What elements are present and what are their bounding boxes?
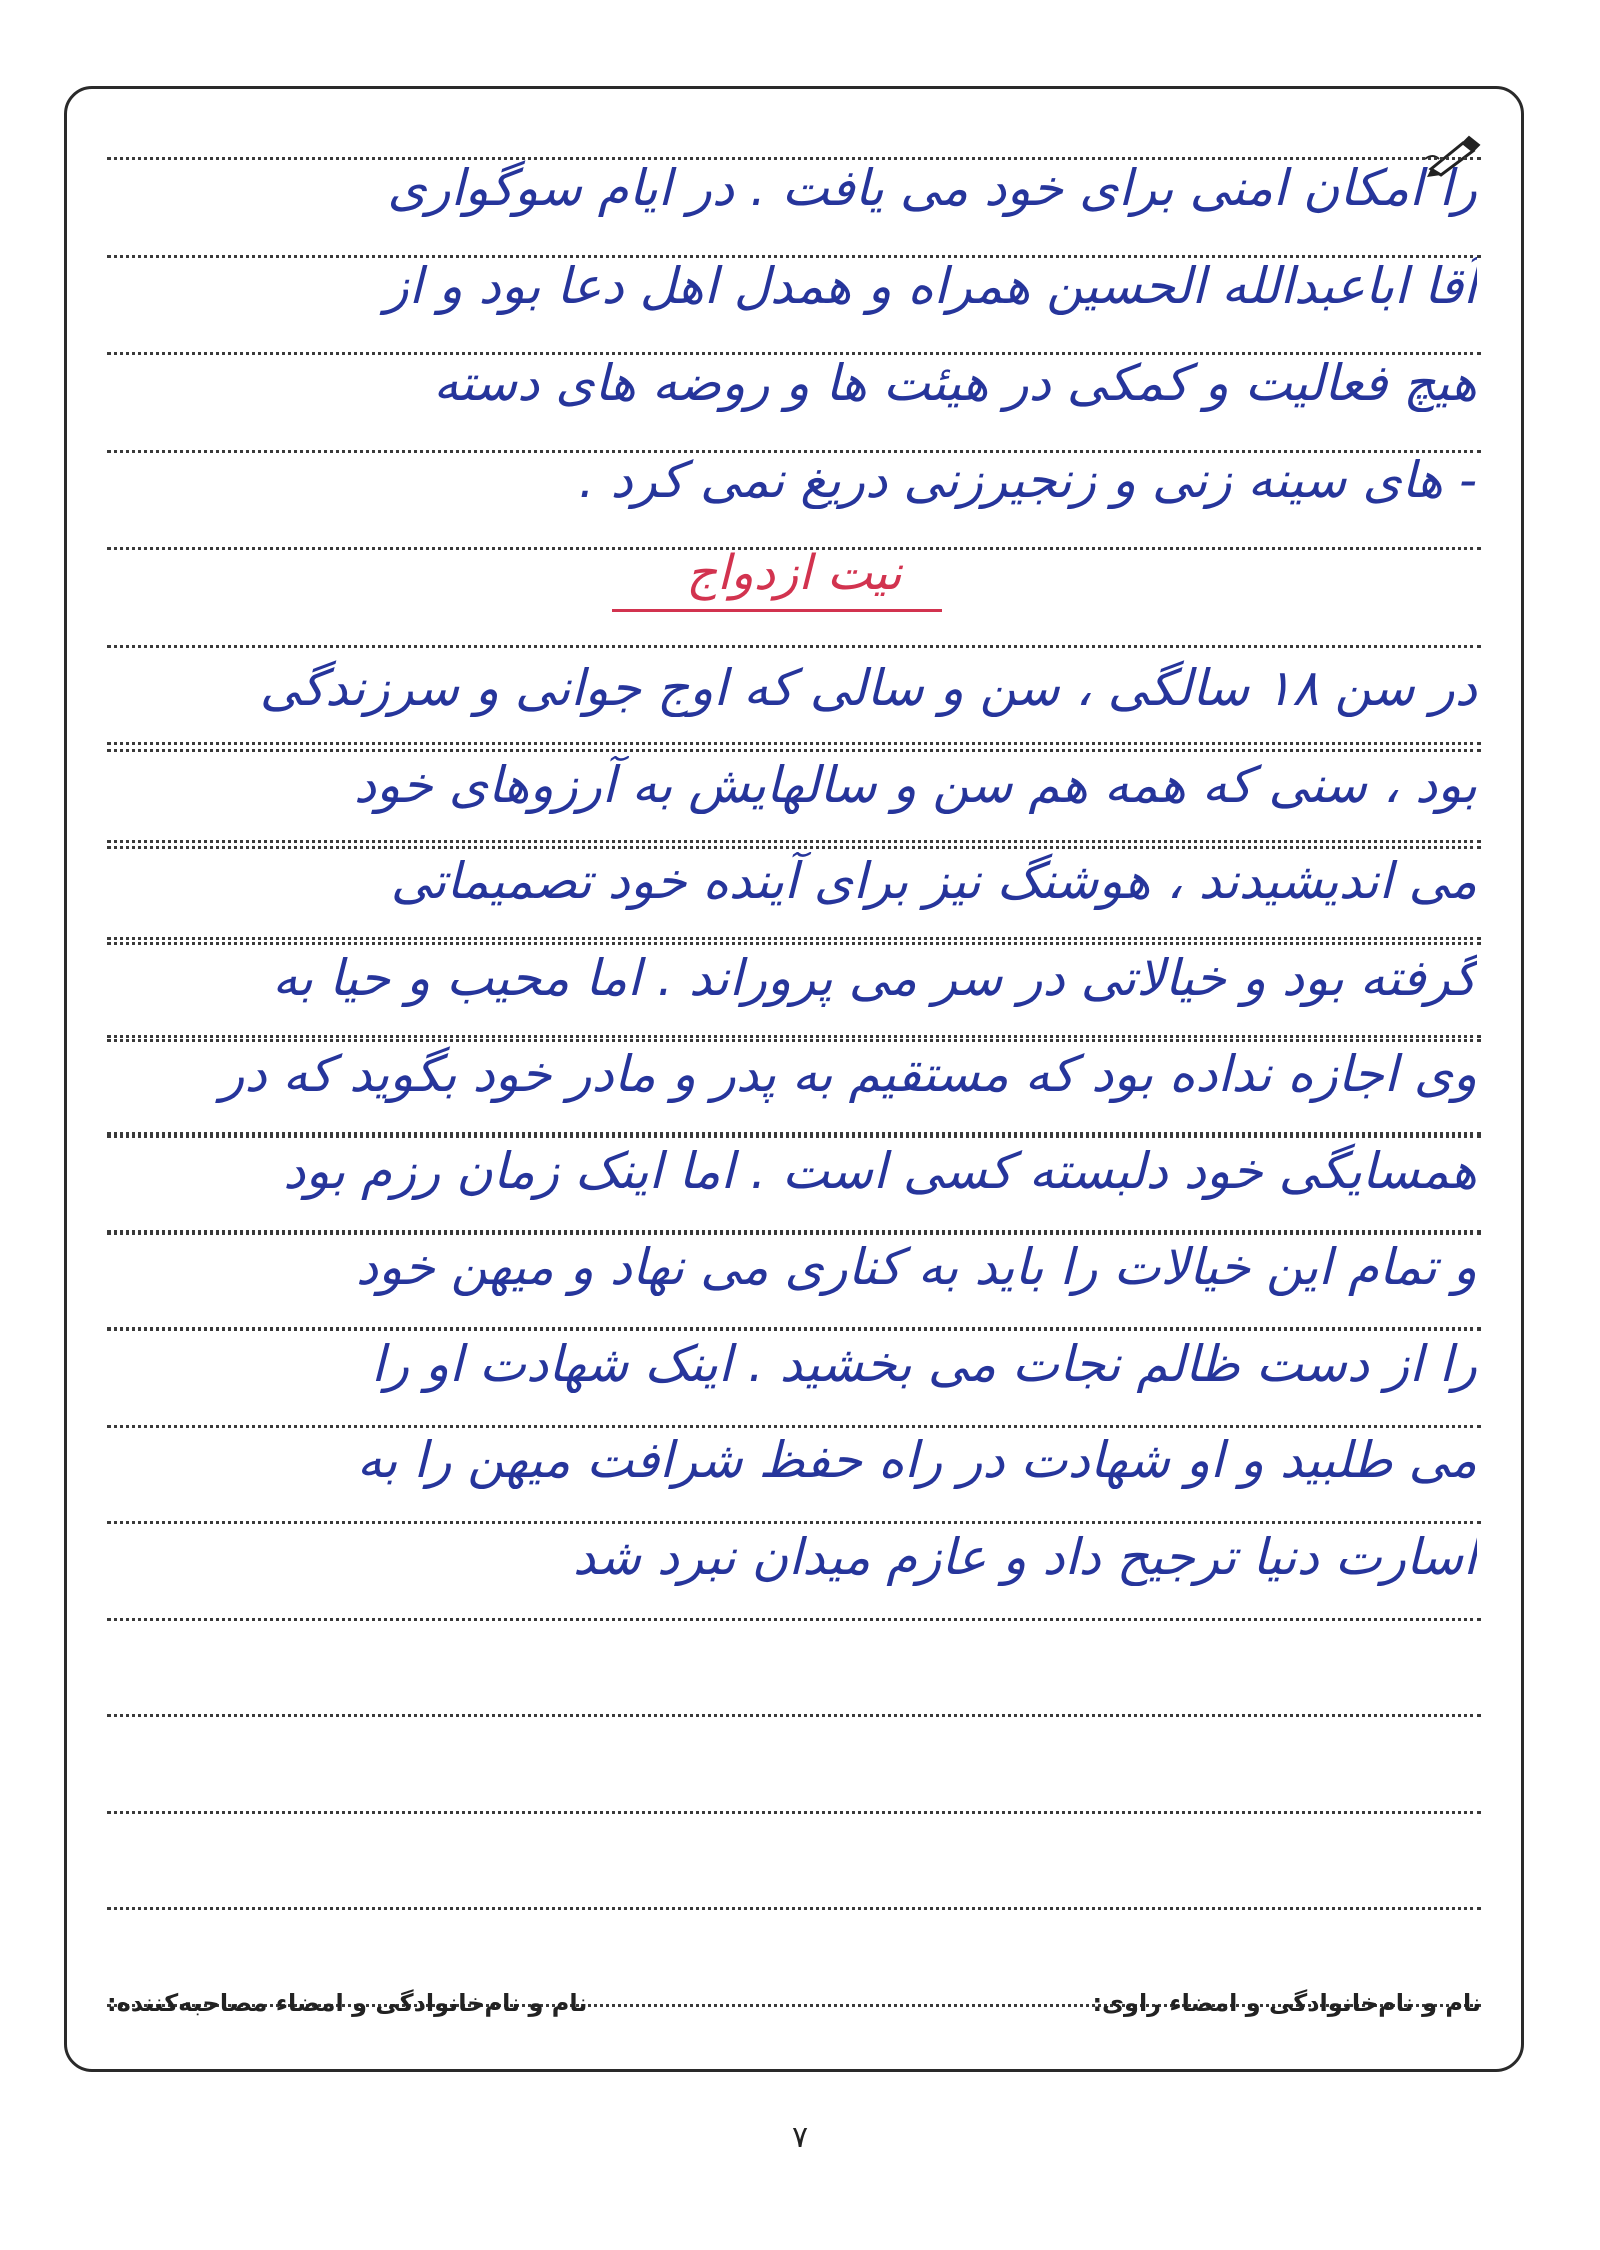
ruled-line — [107, 942, 1481, 945]
handwritten-line: می طلبید و او شهادت در راه حفظ شرافت میهن را به — [356, 1431, 1477, 1489]
ruled-line — [107, 1618, 1481, 1621]
handwritten-line: اسارت دنیا ترجیح داد و عازم میدان نبرد شد — [572, 1527, 1477, 1586]
ruled-line — [107, 1425, 1481, 1428]
ruled-line — [107, 1039, 1481, 1042]
handwritten-line: - های سینه زنی و زنجیرزنی دریغ نمی کرد . — [578, 451, 1477, 509]
ruled-line — [107, 742, 1481, 745]
handwritten-line: و تمام این خیالات را باید به کناری می نهاد و میهن خود — [355, 1238, 1477, 1296]
page-number: ۷ — [791, 2120, 809, 2155]
handwritten-line: هیچ فعالیت و کمکی در هیئت ها و روضه های دسته — [433, 354, 1477, 412]
handwritten-line: وی اجازه نداده بود که مستقیم به پدر و مادر خود بگوید که در — [220, 1045, 1477, 1103]
page-frame — [64, 86, 1524, 2072]
signature-footer — [107, 1989, 1481, 2017]
ruled-line — [107, 937, 1481, 940]
ruled-line — [107, 1521, 1481, 1524]
ruled-line — [107, 1811, 1481, 1814]
handwritten-line: همسایگی خود دلبسته کسی است . اما اینک زمان رزم بود — [283, 1141, 1477, 1200]
ruled-line — [107, 1907, 1481, 1910]
ruled-line — [107, 840, 1481, 843]
ruled-line — [107, 1135, 1481, 1138]
handwritten-line: بود ، سنی که همه هم سن و سالهایش به آرزوهای خود — [353, 755, 1477, 814]
handwritten-line: آقا اباعبدالله الحسین همراه و همدل اهل دعا بود و از — [384, 257, 1477, 315]
section-heading: نیت ازدواج — [686, 545, 902, 601]
ruled-line — [107, 1232, 1481, 1235]
ruled-line — [107, 1035, 1481, 1038]
heading-underline — [612, 609, 942, 612]
handwritten-line: را از دست ظالم نجات می بخشید . اینک شهادت او را — [371, 1334, 1477, 1393]
handwritten-line: گرفته بود و خیالاتی در سر می پروراند . اما محیب و حیا به — [272, 948, 1477, 1007]
narrator-signature-label: نام و نام‌خانوادگی و امضاء راوی: — [1092, 1989, 1481, 2017]
ruled-line — [107, 749, 1481, 752]
ruled-line — [107, 645, 1481, 648]
ruled-line — [107, 1714, 1481, 1717]
handwritten-line: را امکان امنی برای خود می یافت . در ایام سوگواری — [387, 159, 1477, 217]
ruled-line — [107, 846, 1481, 849]
ruled-line — [107, 1328, 1481, 1331]
interviewer-signature-label: نام و نام‌خانوادگی و امضاء مصاحبه‌کننده: — [107, 1989, 588, 2017]
handwritten-line: در سن ۱۸ سالگی ، سن و سالی که اوج جوانی و سرزندگی — [259, 659, 1477, 717]
handwritten-line: می اندیشیدند ، هوشنگ نیز برای آینده خود تصمیماتی — [390, 852, 1477, 910]
